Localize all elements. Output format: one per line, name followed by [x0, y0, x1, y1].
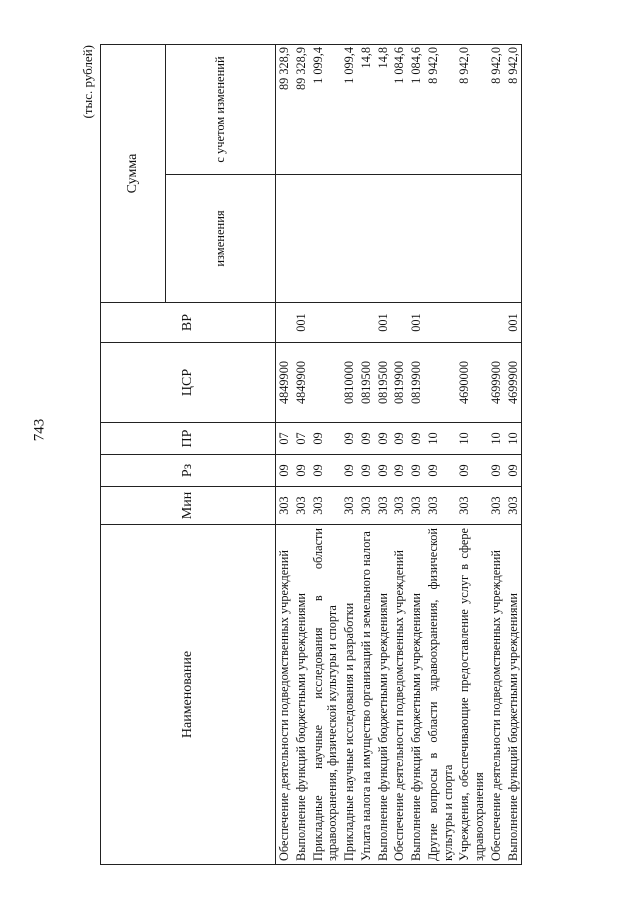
- row-vr: [425, 303, 457, 343]
- units-label: (тыс. рублей): [80, 45, 95, 119]
- row-csr: 4849900: [276, 343, 293, 423]
- page-number-text: 743: [31, 418, 48, 442]
- row-min: 303: [505, 487, 522, 525]
- row-min: 303: [276, 487, 293, 525]
- table-row: [310, 45, 342, 865]
- row-min: 303: [408, 487, 425, 525]
- row-total: 1 099,4: [341, 45, 358, 175]
- row-name: Прикладные научные исследования и разработки: [341, 525, 358, 865]
- row-rz: 09: [505, 455, 522, 487]
- row-name: Выполнение функций бюджетными учреждениями: [505, 525, 522, 865]
- row-total: 8 942,0: [488, 45, 505, 175]
- header-changes: изменения: [166, 175, 276, 303]
- row-rz: 09: [310, 455, 342, 487]
- row-min: 303: [341, 487, 358, 525]
- row-rz: 09: [488, 455, 505, 487]
- row-changes: [425, 175, 457, 303]
- row-vr: [391, 303, 408, 343]
- header-row-1: [101, 45, 166, 865]
- table-row: [488, 45, 505, 865]
- header-rz: Рз: [101, 455, 276, 487]
- row-min: 303: [310, 487, 342, 525]
- row-vr: [341, 303, 358, 343]
- table-row: [456, 45, 488, 865]
- row-total: 8 942,0: [456, 45, 488, 175]
- row-total: 89 328,9: [276, 45, 293, 175]
- row-rz: 09: [276, 455, 293, 487]
- row-pr: 10: [425, 423, 457, 455]
- row-name: Учреждения, обеспечивающие предоставление услуг в сфере здравоохранения: [456, 525, 488, 865]
- row-pr: 07: [293, 423, 310, 455]
- row-csr: 0810000: [341, 343, 358, 423]
- row-vr: [276, 303, 293, 343]
- row-changes: [505, 175, 522, 303]
- row-csr: 4699900: [488, 343, 505, 423]
- row-vr: [456, 303, 488, 343]
- budget-table: [100, 44, 522, 865]
- row-name: Выполнение функций бюджетными учреждениями: [408, 525, 425, 865]
- row-changes: [375, 175, 392, 303]
- row-csr: 4690000: [456, 343, 488, 423]
- row-rz: 09: [408, 455, 425, 487]
- row-pr: 10: [456, 423, 488, 455]
- row-csr: 0819900: [408, 343, 425, 423]
- header-vr: ВР: [101, 303, 276, 343]
- header-with-changes: с учетом изменений: [166, 45, 276, 175]
- rotated-table-area: [80, 45, 585, 865]
- row-name: Обеспечение деятельности подведомственных учреждений: [276, 525, 293, 865]
- row-csr: 0819900: [391, 343, 408, 423]
- header-pr: ПР: [101, 423, 276, 455]
- row-rz: 09: [341, 455, 358, 487]
- row-rz: 09: [425, 455, 457, 487]
- row-total: 14,8: [358, 45, 375, 175]
- row-total: 1 099,4: [310, 45, 342, 175]
- table-row: [276, 45, 293, 865]
- row-min: 303: [456, 487, 488, 525]
- row-rz: 09: [456, 455, 488, 487]
- row-min: 303: [358, 487, 375, 525]
- row-vr: 001: [505, 303, 522, 343]
- row-pr: 09: [310, 423, 342, 455]
- table-row: [408, 45, 425, 865]
- row-vr: 001: [375, 303, 392, 343]
- row-csr: 0819500: [358, 343, 375, 423]
- row-vr: 001: [293, 303, 310, 343]
- row-pr: 09: [358, 423, 375, 455]
- page-number: [30, 410, 50, 450]
- table-row: [293, 45, 310, 865]
- table-row: [425, 45, 457, 865]
- table-row: [358, 45, 375, 865]
- row-total: 1 084,6: [391, 45, 408, 175]
- row-total: 8 942,0: [425, 45, 457, 175]
- row-pr: 10: [488, 423, 505, 455]
- row-total: 89 328,9: [293, 45, 310, 175]
- row-csr: 4699900: [505, 343, 522, 423]
- header-sum: Сумма: [101, 45, 166, 303]
- row-changes: [276, 175, 293, 303]
- row-min: 303: [375, 487, 392, 525]
- row-changes: [488, 175, 505, 303]
- row-pr: 09: [341, 423, 358, 455]
- row-csr: [310, 343, 342, 423]
- header-csr: ЦСР: [101, 343, 276, 423]
- row-vr: [310, 303, 342, 343]
- row-csr: 0819500: [375, 343, 392, 423]
- row-name: Уплата налога на имущество организаций и земельного налога: [358, 525, 375, 865]
- row-vr: [358, 303, 375, 343]
- row-rz: 09: [391, 455, 408, 487]
- table-row: [341, 45, 358, 865]
- row-min: 303: [293, 487, 310, 525]
- row-name: Выполнение функций бюджетными учреждениями: [375, 525, 392, 865]
- row-pr: 09: [375, 423, 392, 455]
- row-changes: [456, 175, 488, 303]
- row-pr: 09: [408, 423, 425, 455]
- row-name: Выполнение функций бюджетными учреждениями: [293, 525, 310, 865]
- header-min: Мин: [101, 487, 276, 525]
- row-pr: 07: [276, 423, 293, 455]
- row-min: 303: [391, 487, 408, 525]
- table-row: [375, 45, 392, 865]
- row-name: Обеспечение деятельности подведомственных учреждений: [488, 525, 505, 865]
- row-vr: [488, 303, 505, 343]
- row-pr: 10: [505, 423, 522, 455]
- row-total: 14,8: [375, 45, 392, 175]
- row-changes: [358, 175, 375, 303]
- row-name: Другие вопросы в области здравоохранения, физической культуры и спорта: [425, 525, 457, 865]
- row-csr: 4849900: [293, 343, 310, 423]
- table-body: [276, 45, 522, 865]
- row-total: 8 942,0: [505, 45, 522, 175]
- row-rz: 09: [375, 455, 392, 487]
- row-pr: 09: [391, 423, 408, 455]
- table-row: [505, 45, 522, 865]
- row-changes: [293, 175, 310, 303]
- row-rz: 09: [358, 455, 375, 487]
- header-name: Наименование: [101, 525, 276, 865]
- row-csr: [425, 343, 457, 423]
- row-changes: [391, 175, 408, 303]
- row-total: 1 084,6: [408, 45, 425, 175]
- row-name: Обеспечение деятельности подведомственных учреждений: [391, 525, 408, 865]
- row-changes: [341, 175, 358, 303]
- row-vr: 001: [408, 303, 425, 343]
- row-min: 303: [425, 487, 457, 525]
- row-min: 303: [488, 487, 505, 525]
- row-changes: [408, 175, 425, 303]
- table-row: [391, 45, 408, 865]
- row-rz: 09: [293, 455, 310, 487]
- row-changes: [310, 175, 342, 303]
- row-name: Прикладные научные исследования в области здравоохранения, физической культуры и спорта: [310, 525, 342, 865]
